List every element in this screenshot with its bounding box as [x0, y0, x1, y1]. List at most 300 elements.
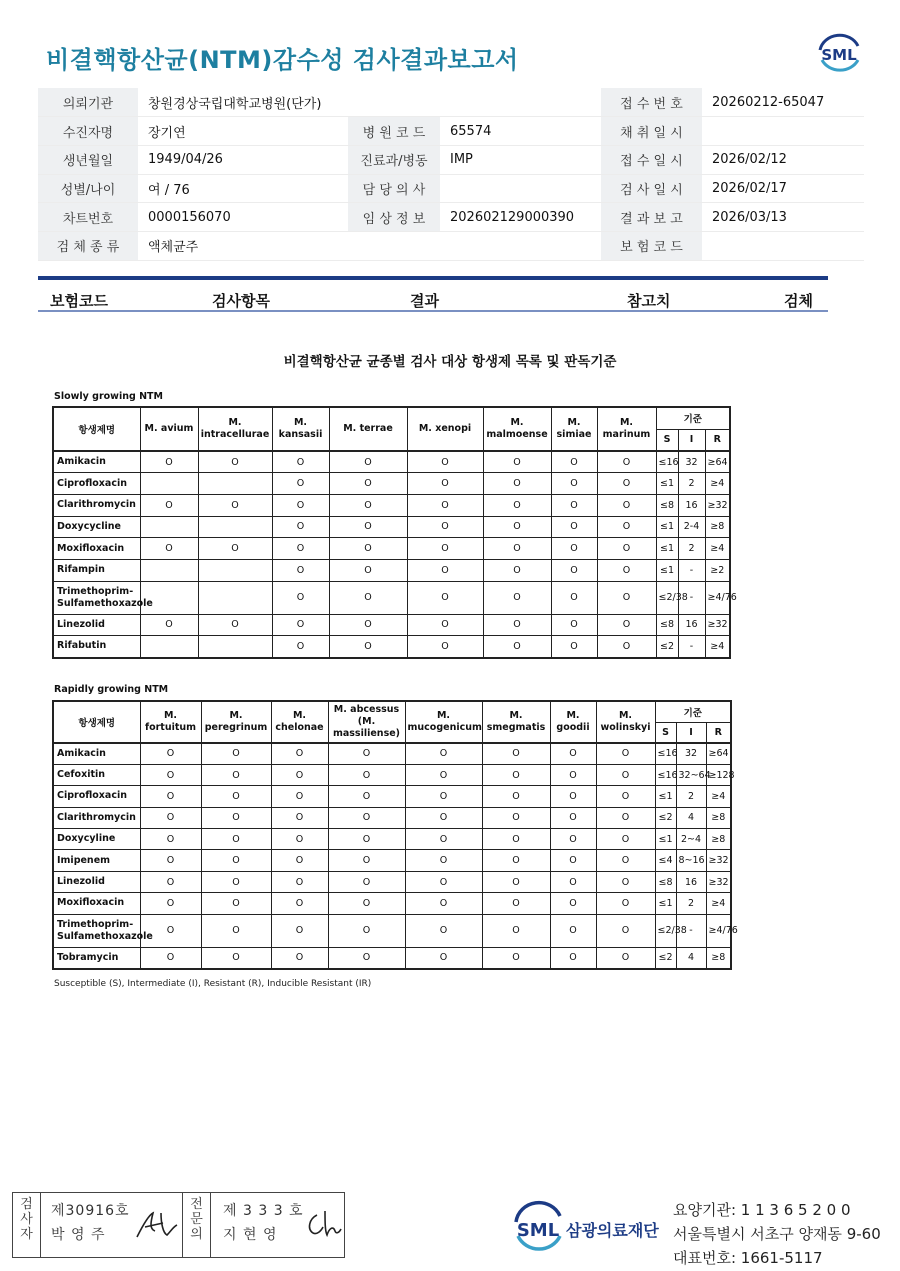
species-header: M. wolinskyi [596, 701, 655, 743]
target-mark: O [201, 786, 271, 807]
sir-header: R [706, 722, 731, 743]
antibiotic-row [53, 743, 731, 764]
target-mark: O [596, 807, 655, 828]
info-value [702, 117, 864, 146]
info-label: 생년월일 [38, 145, 138, 174]
species-header: M. malmoense [483, 407, 551, 451]
criteria-s: ≤2/38 [656, 581, 678, 614]
target-mark: O [596, 743, 655, 764]
criteria-i: 2 [676, 786, 706, 807]
info-label: 의뢰기관 [38, 88, 138, 117]
criteria-i: - [678, 581, 705, 614]
target-mark: O [597, 614, 656, 636]
criteria-r: ≥32 [706, 850, 731, 871]
target-mark: O [596, 947, 655, 968]
species-header: M. smegmatis [482, 701, 550, 743]
info-label: 채 취 일 시 [601, 117, 702, 146]
target-mark: O [550, 786, 596, 807]
info-row [38, 88, 864, 117]
target-mark: O [272, 581, 329, 614]
target-mark: O [201, 743, 271, 764]
target-mark: O [597, 494, 656, 516]
target-mark: O [329, 559, 407, 581]
species-header: M. mucogenicum [405, 701, 482, 743]
target-mark: O [328, 893, 405, 914]
criteria-s: ≤1 [656, 538, 678, 560]
criteria-s: ≤1 [655, 829, 676, 850]
section-subtitle: 비결핵항산균 균종별 검사 대상 항생제 목록 및 판독기준 [283, 354, 617, 370]
sir-header: S [656, 429, 678, 451]
antibiotic-row [53, 871, 731, 892]
target-mark: O [329, 538, 407, 560]
target-mark: O [272, 473, 329, 495]
target-mark: O [140, 764, 201, 785]
target-mark: O [405, 743, 482, 764]
criteria-r: ≥8 [706, 807, 731, 828]
antibiotic-row [53, 581, 730, 614]
target-mark: O [271, 850, 328, 871]
target-mark: O [550, 807, 596, 828]
antibiotic-row [53, 914, 731, 947]
target-mark: O [405, 914, 482, 947]
criteria-r: ≥32 [706, 871, 731, 892]
criteria-r: ≥4/76 [705, 581, 730, 614]
col-test-item: 검사항목 [212, 292, 270, 310]
target-mark: O [405, 850, 482, 871]
target-mark: O [405, 893, 482, 914]
target-mark: O [596, 786, 655, 807]
target-mark: O [201, 807, 271, 828]
criteria-s: ≤2 [656, 636, 678, 658]
target-mark [198, 636, 272, 658]
antibiotic-name: Trimethoprim-Sulfamethoxazole [53, 581, 140, 614]
report-title: 비결핵항산균(NTM)감수성 검사결과보고서 [46, 46, 519, 74]
info-label: 수진자명 [38, 117, 138, 146]
target-mark: O [596, 850, 655, 871]
antibiotic-row [53, 614, 730, 636]
sir-header: I [678, 429, 705, 451]
target-mark: O [140, 829, 201, 850]
species-header: M. intracellurae [198, 407, 272, 451]
target-mark: O [140, 614, 198, 636]
target-mark: O [201, 893, 271, 914]
target-mark: O [329, 516, 407, 538]
target-mark: O [328, 743, 405, 764]
criteria-r: ≥8 [706, 829, 731, 850]
info-row [38, 174, 864, 203]
antibiotic-name: Doxycyline [53, 829, 140, 850]
target-mark: O [198, 614, 272, 636]
specialist-info [211, 1193, 345, 1257]
target-mark: O [140, 914, 201, 947]
info-value: 65574 [440, 117, 601, 146]
info-label: 검 사 일 시 [601, 174, 702, 203]
svg-text:SML: SML [821, 46, 857, 64]
target-mark: O [597, 581, 656, 614]
antibiotic-row [53, 947, 731, 968]
info-value: 202602129000390 [440, 203, 601, 232]
tester-signature-icon [133, 1207, 179, 1243]
org-name: 삼광의료재단 [566, 1221, 659, 1240]
sir-header: S [655, 722, 676, 743]
target-mark: O [597, 538, 656, 560]
specialist-name: 지 현 영 [223, 1227, 278, 1243]
antibiotic-name: Moxifloxacin [53, 538, 140, 560]
target-mark: O [596, 764, 655, 785]
target-mark: O [550, 871, 596, 892]
target-mark: O [483, 636, 551, 658]
antibiotic-row [53, 807, 731, 828]
target-mark: O [328, 914, 405, 947]
criteria-s: ≤4 [655, 850, 676, 871]
criteria-i: 16 [678, 614, 705, 636]
target-mark: O [201, 947, 271, 968]
col-result: 결과 [410, 292, 439, 310]
target-mark: O [405, 829, 482, 850]
rapid-ntm-table [52, 700, 738, 970]
target-mark: O [198, 494, 272, 516]
info-row [38, 231, 864, 260]
antibiotic-name: Doxycycline [53, 516, 140, 538]
criteria-r: ≥2 [705, 559, 730, 581]
sir-header: I [676, 722, 706, 743]
target-mark [198, 581, 272, 614]
criteria-i: 4 [676, 947, 706, 968]
specialist-license: 제 3 3 3 호 [223, 1203, 304, 1219]
info-label [348, 231, 440, 260]
criteria-r: ≥64 [705, 451, 730, 473]
target-mark: O [483, 494, 551, 516]
antibiotic-name: Linezolid [53, 614, 140, 636]
antibiotic-name: Ciprofloxacin [53, 786, 140, 807]
criteria-s: ≤2/38 [655, 914, 676, 947]
criteria-i: 16 [678, 494, 705, 516]
target-mark: O [140, 494, 198, 516]
criteria-r: ≥32 [705, 614, 730, 636]
rapid-ntm-label: Rapidly growing NTM [54, 684, 169, 695]
target-mark: O [329, 581, 407, 614]
sir-footnote: Susceptible (S), Intermediate (I), Resistant (R), Inducible Resistant (IR) [54, 979, 372, 989]
target-mark [198, 516, 272, 538]
target-mark: O [329, 636, 407, 658]
col-reference: 참고치 [627, 292, 671, 310]
info-value: 0000156070 [138, 203, 348, 232]
target-mark: O [550, 947, 596, 968]
antibiotic-row [53, 850, 731, 871]
target-mark: O [550, 893, 596, 914]
criteria-s: ≤8 [656, 494, 678, 516]
target-mark: O [201, 829, 271, 850]
header-rule [38, 276, 828, 280]
criteria-i: - [676, 914, 706, 947]
target-mark: O [272, 614, 329, 636]
species-header: M. xenopi [407, 407, 483, 451]
result-header-row [38, 282, 828, 312]
info-value: 2026/03/13 [702, 203, 864, 232]
target-mark: O [140, 850, 201, 871]
target-mark [140, 636, 198, 658]
target-mark: O [482, 947, 550, 968]
target-mark: O [596, 829, 655, 850]
target-mark: O [140, 807, 201, 828]
criteria-r: ≥4 [705, 473, 730, 495]
tester-info [41, 1193, 183, 1257]
criteria-s: ≤1 [656, 516, 678, 538]
target-mark: O [405, 947, 482, 968]
target-mark: O [405, 764, 482, 785]
antibiotic-row [53, 893, 731, 914]
target-mark: O [271, 829, 328, 850]
info-label: 보 험 코 드 [601, 231, 702, 260]
org-phone: 대표번호: 1661-5117 [673, 1249, 823, 1267]
sml-footer-logo-icon [510, 1198, 566, 1256]
info-value: 1949/04/26 [138, 145, 348, 174]
info-label: 검 체 종 류 [38, 231, 138, 260]
target-mark: O [482, 743, 550, 764]
target-mark: O [328, 764, 405, 785]
target-mark: O [271, 914, 328, 947]
criteria-i: 4 [676, 807, 706, 828]
criteria-i: 2 [678, 473, 705, 495]
target-mark: O [271, 743, 328, 764]
antibiotic-name: Tobramycin [53, 947, 140, 968]
target-mark: O [271, 871, 328, 892]
antibiotic-row [53, 451, 730, 473]
target-mark: O [551, 538, 597, 560]
target-mark: O [551, 636, 597, 658]
target-mark: O [407, 614, 483, 636]
criteria-s: ≤1 [655, 893, 676, 914]
signature-box [12, 1192, 345, 1258]
antibiotic-name: Clarithromycin [53, 494, 140, 516]
target-mark: O [483, 581, 551, 614]
species-header: M. terrae [329, 407, 407, 451]
criteria-r: ≥4 [706, 893, 731, 914]
specialist-signature-icon [303, 1207, 343, 1243]
target-mark: O [407, 473, 483, 495]
antibiotic-name: Moxifloxacin [53, 893, 140, 914]
target-mark: O [272, 538, 329, 560]
target-mark: O [198, 451, 272, 473]
target-mark: O [329, 451, 407, 473]
target-mark [140, 473, 198, 495]
svg-text:SML: SML [516, 1220, 560, 1241]
criteria-s: ≤1 [655, 786, 676, 807]
col-insurance-code: 보험코드 [50, 292, 108, 310]
antibiotic-row [53, 786, 731, 807]
target-mark: O [405, 871, 482, 892]
antibiotic-row [53, 829, 731, 850]
criteria-i: - [678, 636, 705, 658]
target-mark: O [405, 807, 482, 828]
info-value: 액체균주 [138, 231, 348, 260]
target-mark: O [271, 807, 328, 828]
target-mark: O [597, 451, 656, 473]
criteria-r: ≥8 [706, 947, 731, 968]
target-mark: O [551, 451, 597, 473]
target-mark: O [407, 451, 483, 473]
patient-info-table [38, 88, 864, 261]
target-mark: O [407, 636, 483, 658]
antibiotic-name: Imipenem [53, 850, 140, 871]
tester-name: 박 영 주 [51, 1227, 106, 1243]
target-mark: O [596, 914, 655, 947]
target-mark: O [596, 871, 655, 892]
species-header: M. peregrinum [201, 701, 271, 743]
info-label: 접 수 번 호 [601, 88, 702, 117]
info-value: 20260212-65047 [702, 88, 864, 117]
target-mark: O [328, 786, 405, 807]
antibiotic-name: Amikacin [53, 451, 140, 473]
antibiotic-row [53, 473, 730, 495]
criteria-i: 2 [676, 893, 706, 914]
antibiotic-name: Clarithromycin [53, 807, 140, 828]
drug-column-header: 항생제명 [53, 407, 140, 451]
target-mark: O [140, 743, 201, 764]
target-mark: O [198, 538, 272, 560]
target-mark: O [550, 850, 596, 871]
antibiotic-name: Linezolid [53, 871, 140, 892]
info-label: 성별/나이 [38, 174, 138, 203]
info-value: 장기연 [138, 117, 348, 146]
target-mark [198, 473, 272, 495]
criteria-header: 기준 [655, 701, 731, 722]
target-mark: O [140, 947, 201, 968]
info-row [38, 203, 864, 232]
target-mark: O [550, 764, 596, 785]
tester-license: 제30916호 [51, 1203, 130, 1219]
antibiotic-row [53, 494, 730, 516]
org-code: 요양기관: 1 1 3 6 5 2 0 0 [673, 1201, 851, 1219]
target-mark: O [550, 914, 596, 947]
target-mark: O [483, 516, 551, 538]
target-mark: O [140, 893, 201, 914]
target-mark: O [551, 559, 597, 581]
antibiotic-row [53, 636, 730, 658]
criteria-r: ≥4 [705, 636, 730, 658]
target-mark: O [140, 538, 198, 560]
criteria-i: 2-4 [678, 516, 705, 538]
antibiotic-row [53, 516, 730, 538]
species-header: M. simiae [551, 407, 597, 451]
target-mark: O [483, 473, 551, 495]
target-mark: O [482, 807, 550, 828]
info-label: 병 원 코 드 [348, 117, 440, 146]
drug-column-header: 항생제명 [53, 701, 140, 743]
criteria-s: ≤8 [656, 614, 678, 636]
slow-ntm-label: Slowly growing NTM [54, 391, 163, 402]
target-mark: O [140, 871, 201, 892]
antibiotic-row [53, 538, 730, 560]
target-mark: O [328, 871, 405, 892]
species-header: M. chelonae [271, 701, 328, 743]
criteria-i: 32 [678, 451, 705, 473]
sir-header: R [705, 429, 730, 451]
antibiotic-name: Cefoxitin [53, 764, 140, 785]
sml-logo-icon [812, 30, 866, 76]
target-mark: O [407, 559, 483, 581]
target-mark: O [482, 893, 550, 914]
antibiotic-row [53, 764, 731, 785]
target-mark: O [551, 516, 597, 538]
target-mark: O [483, 559, 551, 581]
target-mark: O [329, 494, 407, 516]
info-label: 차트번호 [38, 203, 138, 232]
criteria-i: - [678, 559, 705, 581]
target-mark: O [407, 516, 483, 538]
target-mark: O [272, 494, 329, 516]
target-mark: O [140, 451, 198, 473]
criteria-r: ≥8 [705, 516, 730, 538]
criteria-s: ≤8 [655, 871, 676, 892]
target-mark: O [201, 914, 271, 947]
target-mark: O [482, 850, 550, 871]
species-header: M. kansasii [272, 407, 329, 451]
criteria-r: ≥4 [706, 786, 731, 807]
criteria-i: 16 [676, 871, 706, 892]
target-mark: O [272, 559, 329, 581]
org-contact [673, 1198, 881, 1270]
target-mark: O [483, 538, 551, 560]
info-value: 2026/02/12 [702, 145, 864, 174]
species-header: M. marinum [597, 407, 656, 451]
criteria-i: 32~64 [676, 764, 706, 785]
criteria-i: 2 [678, 538, 705, 560]
target-mark: O [551, 581, 597, 614]
info-value [440, 174, 601, 203]
target-mark: O [201, 764, 271, 785]
info-label: 진료과/병동 [348, 145, 440, 174]
criteria-s: ≤2 [655, 807, 676, 828]
criteria-s: ≤16 [656, 451, 678, 473]
target-mark [140, 516, 198, 538]
info-label: 담 당 의 사 [348, 174, 440, 203]
target-mark: O [482, 914, 550, 947]
info-value [702, 231, 864, 260]
target-mark: O [482, 764, 550, 785]
criteria-r: ≥4/76 [706, 914, 731, 947]
target-mark: O [551, 614, 597, 636]
specialist-role-label: 전 문 의 [183, 1193, 211, 1257]
target-mark: O [407, 494, 483, 516]
antibiotic-name: Amikacin [53, 743, 140, 764]
target-mark: O [483, 614, 551, 636]
slow-ntm-table [52, 406, 737, 659]
target-mark: O [272, 451, 329, 473]
target-mark: O [407, 581, 483, 614]
target-mark: O [201, 871, 271, 892]
target-mark: O [550, 743, 596, 764]
target-mark: O [597, 636, 656, 658]
criteria-i: 32 [676, 743, 706, 764]
target-mark: O [596, 893, 655, 914]
target-mark: O [405, 786, 482, 807]
criteria-r: ≥128 [706, 764, 731, 785]
antibiotic-name: Rifampin [53, 559, 140, 581]
info-value: 여 / 76 [138, 174, 348, 203]
target-mark: O [328, 807, 405, 828]
target-mark: O [329, 473, 407, 495]
target-mark: O [551, 473, 597, 495]
target-mark: O [597, 473, 656, 495]
species-header: M. avium [140, 407, 198, 451]
criteria-i: 2~4 [676, 829, 706, 850]
target-mark: O [271, 764, 328, 785]
antibiotic-name: Ciprofloxacin [53, 473, 140, 495]
target-mark: O [328, 850, 405, 871]
criteria-r: ≥32 [705, 494, 730, 516]
target-mark: O [271, 947, 328, 968]
